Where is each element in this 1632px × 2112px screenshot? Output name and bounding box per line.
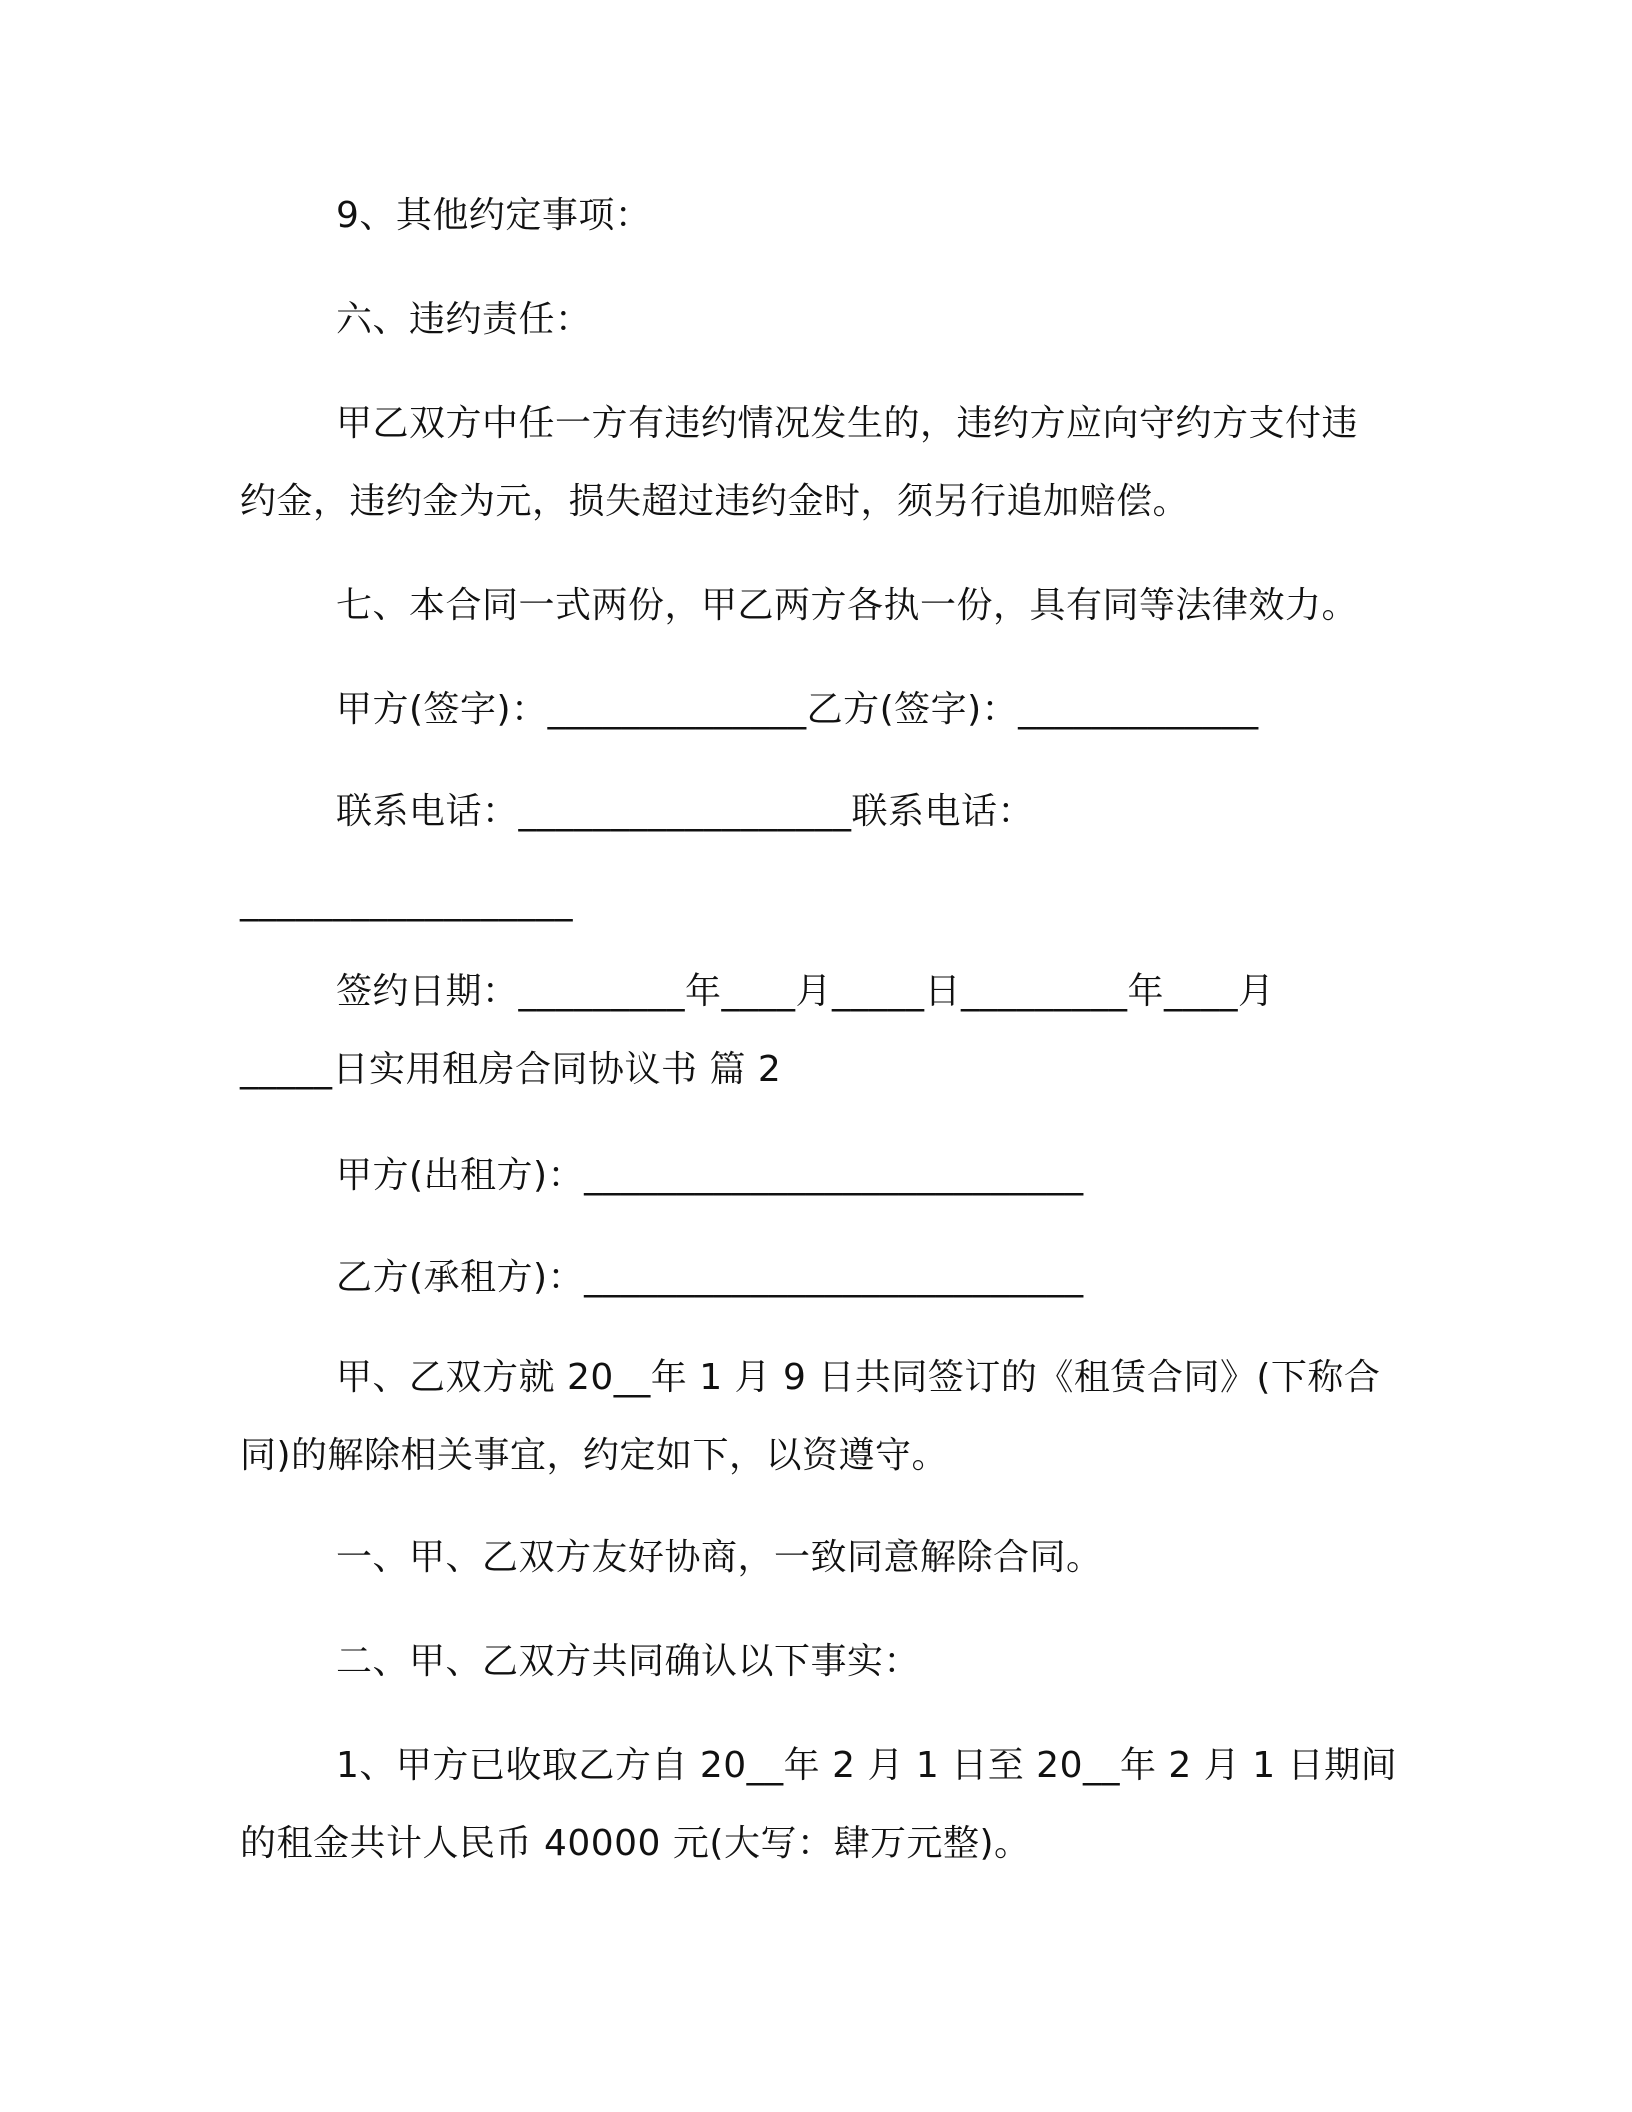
preamble-line-1: 甲、乙双方就 20__年 1 月 9 日共同签订的《租赁合同》(下称合 <box>336 1357 1381 1398</box>
signature-line: 甲方(签字)：______________乙方(签字)：_____________ <box>336 689 1259 730</box>
signing-date-line-2: _____日实用租房合同协议书 篇 2 <box>240 1049 782 1090</box>
clause-9-other-matters: 9、其他约定事项： <box>336 195 652 236</box>
signing-date-line-1: 签约日期：_________年____月_____日_________年____月 <box>336 971 1275 1012</box>
breach-text-line-1: 甲乙双方中任一方有违约情况发生的，违约方应向守约方支付违 <box>336 403 1359 444</box>
phone-blank-line: __________________ <box>240 881 573 922</box>
phone-line: 联系电话：__________________联系电话： <box>336 791 1035 832</box>
breach-text-line-2: 约金，违约金为元，损失超过违约金时，须另行追加赔偿。 <box>240 481 1190 522</box>
preamble-line-2: 同)的解除相关事宜，约定如下，以资遵守。 <box>240 1435 949 1476</box>
fact-1-line-1: 1、甲方已收取乙方自 20__年 2 月 1 日至 20__年 2 月 1 日期间 <box>336 1745 1398 1786</box>
section-6-heading: 六、违约责任： <box>336 299 592 340</box>
section-2-facts-heading: 二、甲、乙双方共同确认以下事实： <box>336 1641 921 1682</box>
section-7-copies: 七、本合同一式两份，甲乙两方各执一份，具有同等法律效力。 <box>336 585 1359 626</box>
party-b-lessee: 乙方(承租方)：___________________________ <box>336 1257 1084 1298</box>
party-a-lessor: 甲方(出租方)：___________________________ <box>336 1155 1084 1196</box>
section-1-termination: 一、甲、乙双方友好协商，一致同意解除合同。 <box>336 1537 1103 1578</box>
fact-1-line-2: 的租金共计人民币 40000 元(大写：肆万元整)。 <box>240 1823 1031 1864</box>
